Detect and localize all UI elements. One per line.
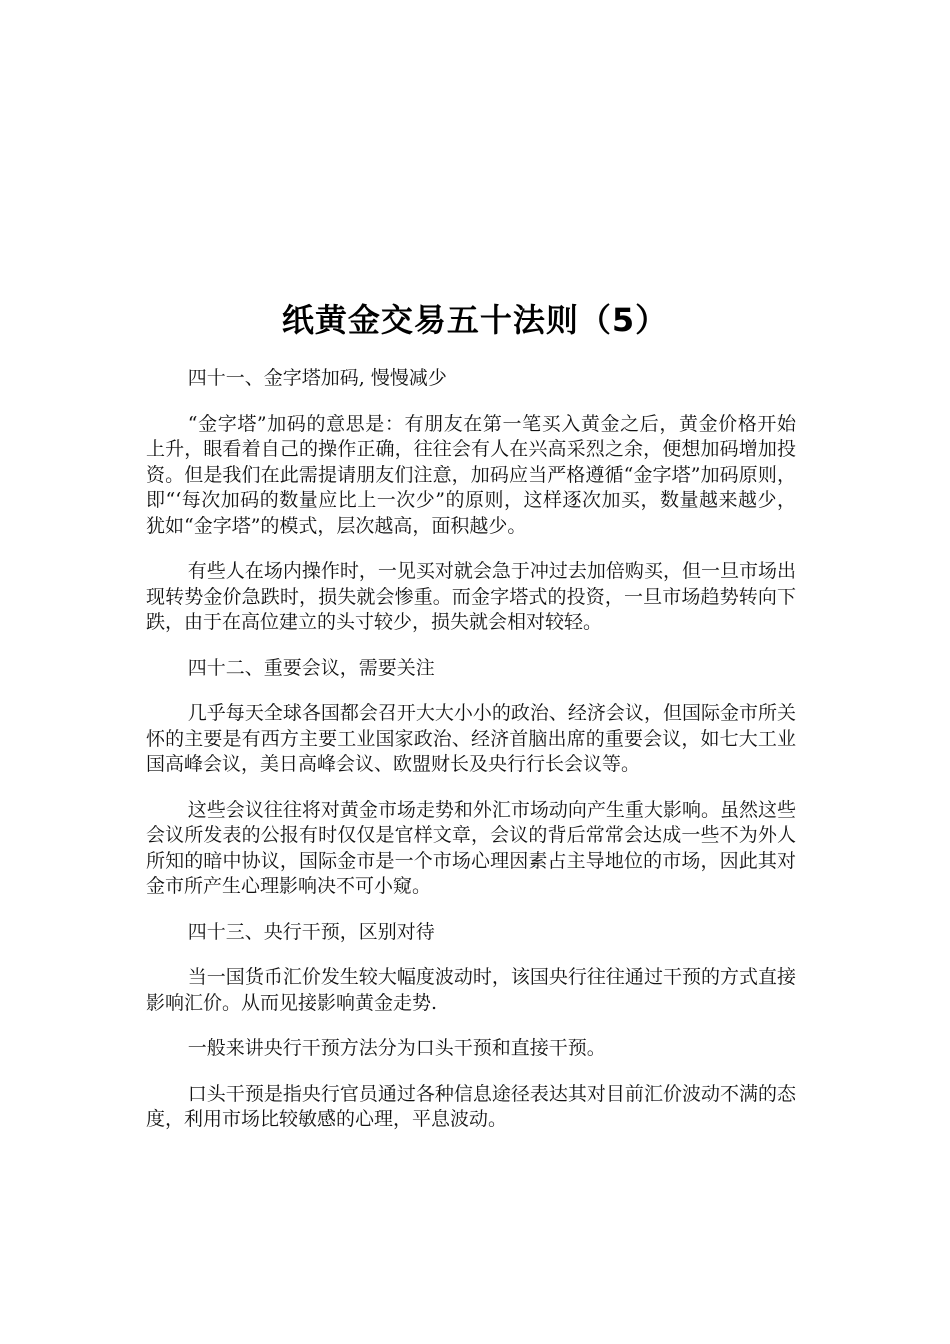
document-title: 纸黄金交易五十法则（5） — [281, 301, 669, 339]
paragraph-meetings-overview: 几乎每天全球各国都会召开大大小小的政治、经济会议，但国际金市所关怀的主要是有西方主要工业国家政治、经济首脑出席的重要会议，如七大工业国高峰会议，美日高峰会议、欧盟财长及央行行长会议等。 — [146, 702, 796, 775]
paragraph-pyramid-risk: 有些人在场内操作时，一见买对就会急于冲过去加倍购买，但一旦市场出现转势金价急跌时，损失就会惨重。而金字塔式的投资，一旦市场趋势转向下跌，由于在高位建立的头寸较少，损失就会相对较轻。 — [146, 560, 796, 633]
paragraph-pyramid-definition: “金字塔”加码的意思是：有朋友在第一笔买入黄金之后，黄金价格开始上升，眼看着自己的操作正确，往往会有人在兴高采烈之余，便想加码增加投资。但是我们在此需提请朋友们注意，加码应当严格遵循“金字塔”加码原则，即“‘每次加码的数量应比上一次少”的原则，这样逐次加买，数量越来越少，犹如“金字塔”的模式，层次越高，面积越少。 — [146, 412, 796, 537]
paragraph-verbal-intervention: 口头干预是指央行官员通过各种信息途径表达其对目前汇价波动不满的态度，利用市场比较敏感的心理，平息波动。 — [146, 1082, 796, 1130]
section-heading-42: 四十二、重要会议，需要关注 — [187, 656, 435, 679]
paragraph-intervention-types: 一般来讲央行干预方法分为口头干预和直接干预。 — [187, 1037, 606, 1059]
section-heading-43: 四十三、央行干预，区别对待 — [187, 920, 435, 943]
paragraph-intervention-intro: 当一国货币汇价发生较大幅度波动时，该国央行往往通过干预的方式直接影响汇价。从而见接影响黄金走势. — [146, 966, 796, 1014]
section-heading-41: 四十一、金字塔加码, 慢慢减少 — [187, 367, 447, 389]
document-body — [146, 366, 796, 1153]
paragraph-meetings-impact: 这些会议往往将对黄金市场走势和外汇市场动向产生重大影响。虽然这些会议所发表的公报有时仅仅是官样文章，会议的背后常常会达成一些不为外人所知的暗中协议，国际金市是一个市场心理因素占主导地位的市场，因此其对金市所产生心理影响决不可小窥。 — [146, 798, 796, 897]
